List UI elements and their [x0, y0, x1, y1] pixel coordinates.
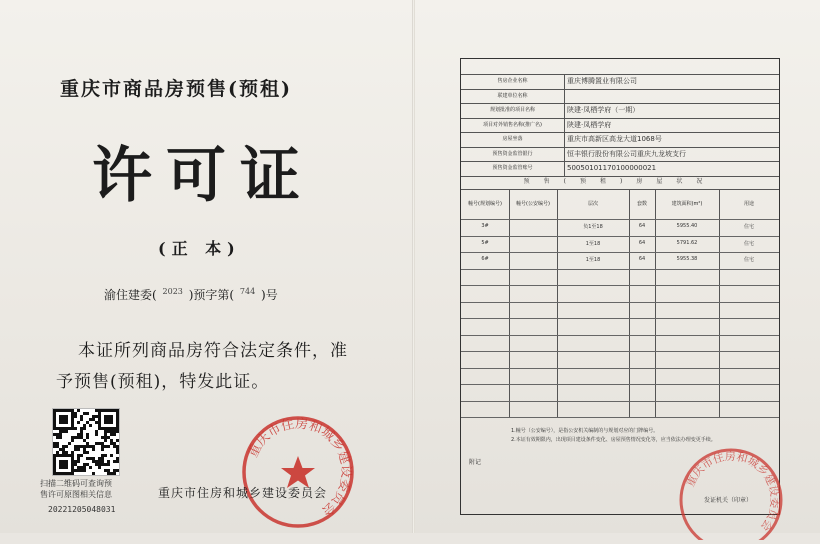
grid-line: [461, 302, 779, 303]
column-header: 套数: [629, 189, 655, 220]
note-2: 2.本证有效期限内，出现项目建设条件变化、房屋预售情况变化等，应当依法办理变更手续。: [511, 437, 716, 443]
grid-line: [461, 252, 779, 253]
column-header: 层次: [557, 189, 629, 220]
column-header: 幢号(规划编号): [461, 189, 509, 220]
building-cell: 住宅: [743, 240, 754, 247]
number-suffix: )号: [261, 288, 278, 302]
grid-line: [461, 351, 779, 352]
body-line-2: 予预售(预租)，特发此证。: [56, 372, 270, 392]
grid-line: [461, 219, 779, 220]
detail-label: 售房企业名称: [461, 74, 565, 89]
detail-value: 陕建·凤栖学府（一期）: [567, 106, 640, 114]
grid-line: [461, 285, 779, 286]
number-seq: 744: [239, 287, 256, 296]
detail-label: 房屋坐落: [461, 132, 565, 147]
qr-caption-2: 售许可原图相关信息: [40, 490, 112, 499]
building-cell: 住宅: [743, 224, 754, 230]
grid-bottom: [461, 417, 779, 418]
building-cell: 3#: [481, 223, 489, 229]
detail-label: 联建单位名称: [461, 89, 565, 104]
column-header: 用途: [719, 189, 779, 220]
notes-label: 附记: [469, 459, 482, 466]
column-header: 幢号(公安编号): [509, 189, 557, 220]
building-cell: 64: [638, 256, 646, 262]
title-top: 重庆市商品房预售(预租): [60, 78, 292, 100]
body-line-1: 本证所列商品房符合法定条件，准: [78, 341, 348, 361]
detail-value: 重庆博腾置业有限公司: [567, 77, 637, 85]
detail-row: [461, 103, 779, 119]
number-year: 2023: [162, 287, 183, 296]
detail-row: [461, 118, 779, 134]
building-cell: 5#: [481, 239, 489, 246]
detail-row: [461, 74, 779, 90]
grid-line: [461, 236, 779, 237]
grid-line: [461, 384, 779, 385]
building-cell: 64: [638, 223, 646, 229]
detail-row: [461, 132, 779, 148]
svg-text:重庆市住房和城乡建设委员会: 重庆市住房和城乡建设委员会: [683, 449, 782, 534]
svg-text:重庆市住房和城乡建设委员会: 重庆市住房和城乡建设委员会: [245, 416, 354, 519]
building-cell: 5955.38: [676, 256, 698, 262]
number-mid: )预字第(: [188, 288, 235, 302]
official-seal: [238, 412, 358, 536]
issuer-seal-small: [676, 440, 786, 544]
column-header: 建筑面积(m²): [655, 189, 719, 220]
note-1: 1.幢号（公安编号），是指公安机关编制的与规划对应的门牌编号。: [511, 428, 659, 434]
detail-value: 50050101170100000021: [567, 164, 657, 172]
building-cell: 负1至18: [583, 224, 603, 230]
building-cell: 64: [638, 239, 646, 246]
grid-line: [461, 269, 779, 270]
detail-label: 规划批准的项目名称: [461, 103, 565, 118]
grid-vline: [509, 189, 510, 417]
title-main: 许可证: [92, 141, 314, 211]
number-prefix: 渝住建委(: [104, 288, 157, 302]
serial-number: 20221205048031: [48, 505, 116, 514]
license-number: [104, 286, 278, 303]
detail-label: 预售资金监管银行: [461, 147, 565, 162]
detail-label: 预售资金监管账号: [461, 161, 565, 176]
detail-value: 恒丰银行股份有限公司重庆九龙坡支行: [567, 149, 686, 158]
building-cell: 5955.40: [676, 223, 698, 229]
detail-value: 重庆市高新区高龙大道1068号: [567, 135, 662, 143]
detail-row: [461, 147, 779, 163]
detail-value: 陕建·凤栖学府: [567, 120, 612, 129]
bottom-note: 发证机关（印章）: [704, 497, 753, 504]
copy-type: (正 本): [158, 239, 241, 258]
issuer-name: 重庆市住房和城乡建设委员会: [158, 486, 328, 500]
grid-line: [461, 401, 779, 402]
qr-code[interactable]: [52, 408, 120, 476]
page-fold: [412, 0, 415, 533]
building-cell: 5791.62: [676, 239, 698, 246]
grid-line: [461, 368, 779, 369]
building-cell: 6#: [481, 256, 489, 262]
grid-line: [461, 335, 779, 336]
section-caption: 预售(预租)房屋状况: [461, 175, 779, 190]
building-cell: 1至18: [585, 240, 601, 247]
qr-caption-1: 扫描二维码可查询预: [40, 479, 112, 488]
detail-label: 项目对外销售名称(推广名): [461, 118, 565, 133]
detail-row: [461, 89, 779, 105]
building-cell: 住宅: [743, 257, 754, 263]
building-cell: 1至18: [585, 257, 601, 263]
grid-line: [461, 318, 779, 319]
detail-row-top: [461, 59, 779, 75]
